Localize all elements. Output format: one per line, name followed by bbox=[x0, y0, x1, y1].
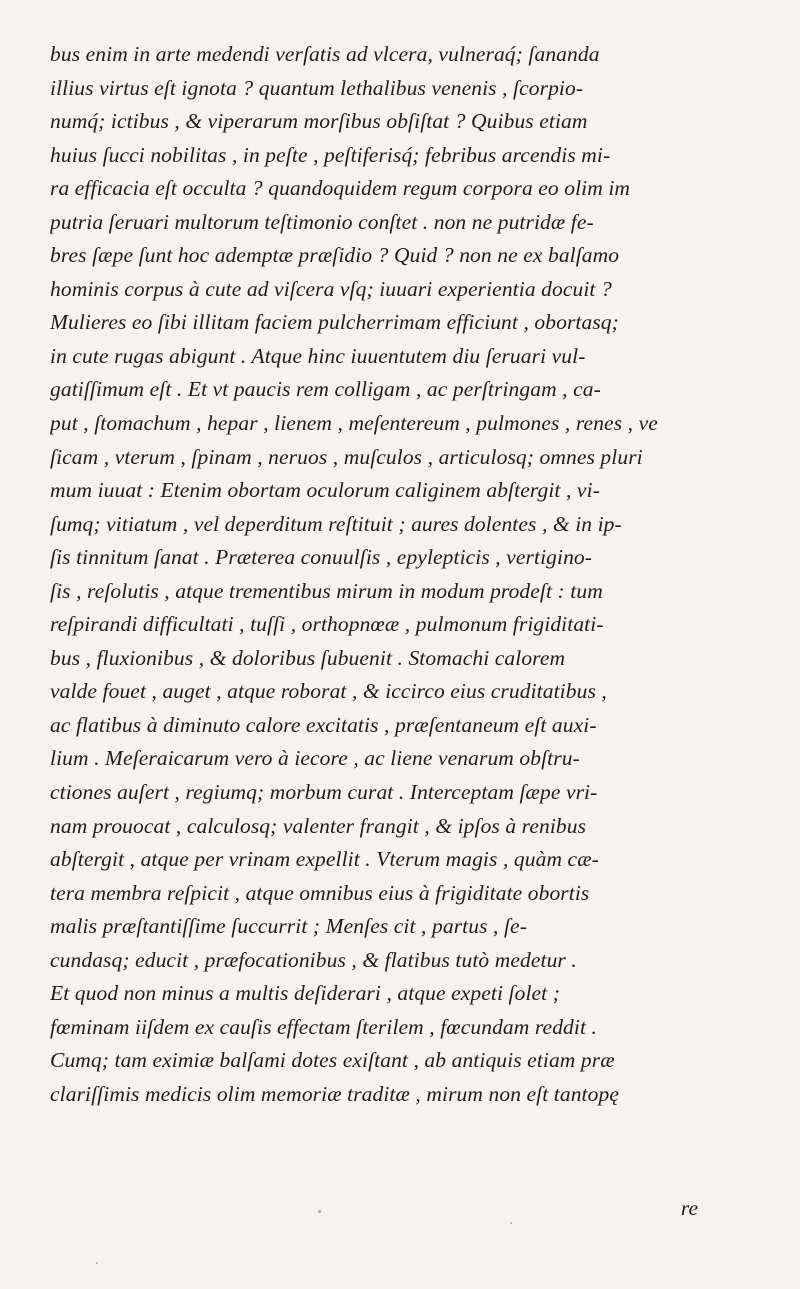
text-line: ra efficacia eſt occulta ? quandoquidem regum corpora eo olim im bbox=[50, 176, 631, 201]
text-line: illius virtus eſt ignota ? quantum lethalibus venenis , ſcorpio- bbox=[50, 75, 584, 100]
text-line: lium . Meſeraicarum vero à iecore , ac liene venarum obſtru- bbox=[50, 746, 580, 771]
text-line: gatiſſimum eſt . Et vt paucis rem colligam , ac perſtringam , ca- bbox=[50, 377, 601, 402]
text-line: ſumq; vitiatum , vel deperditum reſtituit ; aures dolentes , & in ip- bbox=[50, 511, 622, 536]
text-line: abſtergit , atque per vrinam expellit . Vterum magis , quàm cæ- bbox=[50, 847, 599, 872]
text-line: ſis tinnitum ſanat . Præterea conuulſis , epylepticis , vertigino- bbox=[50, 545, 593, 570]
text-line: numq́; ictibus , & viperarum morſibus obſiſtat ? Quibus etiam bbox=[50, 109, 588, 134]
text-line: hominis corpus à cute ad viſcera vſq; iuuari experientia docuit ? bbox=[50, 276, 612, 301]
text-line: bres ſæpe ſunt hoc ademptæ præſidio ? Quid ? non ne ex balſamo bbox=[50, 243, 620, 268]
text-line: fœminam iiſdem ex cauſis effectam ſterilem , fœcundam reddit . bbox=[50, 1014, 597, 1039]
text-line: bus , fluxionibus , & doloribus ſubuenit . Stomachi calorem bbox=[50, 645, 566, 670]
text-line: bus enim in arte medendi verſatis ad vlcera, vulneraq́; ſananda bbox=[50, 42, 600, 66]
text-line: ſicam , vterum , ſpinam , neruos , muſculos , articulosq; omnes pluri bbox=[50, 444, 643, 469]
text-line: ſis , reſolutis , atque trementibus mirum in modum prodeſt : tum bbox=[50, 578, 603, 603]
text-line: ctiones auſert , regiumq; morbum curat . Interceptam ſæpe vri- bbox=[50, 780, 598, 805]
text-line: cundasq; educit , præfocationibus , & flatibus tutò medetur . bbox=[50, 947, 577, 972]
text-line: reſpirandi difficultati , tuſſi , orthopnœæ , pulmonum frigiditati- bbox=[50, 612, 604, 637]
paper-speck bbox=[96, 1262, 98, 1264]
text-line: clariſſimis medicis olim memoriæ traditæ , mirum non eſt tantopę bbox=[50, 1081, 619, 1106]
text-line: ac flatibus à diminuto calore excitatis , præſentaneum eſt auxi- bbox=[50, 712, 597, 737]
text-line: valde fouet , auget , atque roborat , & iccirco eius cruditatibus , bbox=[50, 679, 607, 704]
text-line: mum iuuat : Etenim obortam oculorum caliginem abſtergit , vi- bbox=[50, 478, 600, 503]
body-text bbox=[50, 38, 772, 1112]
text-line: in cute rugas abigunt . Atque hinc iuuentutem diu ſeruari vul- bbox=[50, 343, 586, 368]
catchword: re bbox=[680, 1196, 698, 1220]
text-line: putria ſeruari multorum teſtimonio conſtet . non ne putridæ fe- bbox=[50, 209, 594, 234]
text-line: huius ſucci nobilitas , in peſte , peſtiferisq́; febribus arcendis mi- bbox=[50, 142, 611, 167]
text-line: nam prouocat , calculosq; valenter frangit , & ipſos à renibus bbox=[50, 813, 587, 838]
text-line: Mulieres eo ſibi illitam faciem pulcherrimam efficiunt , obortasq; bbox=[50, 310, 619, 335]
text-line: malis præſtantiſſime ſuccurrit ; Menſes cit , partus , ſe- bbox=[50, 914, 527, 939]
text-line: Cumq; tam eximiæ balſami dotes exiſtant , ab antiquis etiam præ bbox=[50, 1048, 615, 1073]
paper-speck bbox=[318, 1210, 321, 1213]
paper-speck bbox=[510, 1222, 512, 1224]
text-line: tera membra reſpicit , atque omnibus eius à frigiditate obortis bbox=[50, 880, 590, 905]
text-line: Et quod non minus a multis deſiderari , atque expeti ſolet ; bbox=[50, 981, 560, 1006]
text-line: put , ſtomachum , hepar , lienem , meſentereum , pulmones , renes , ve bbox=[50, 411, 658, 436]
